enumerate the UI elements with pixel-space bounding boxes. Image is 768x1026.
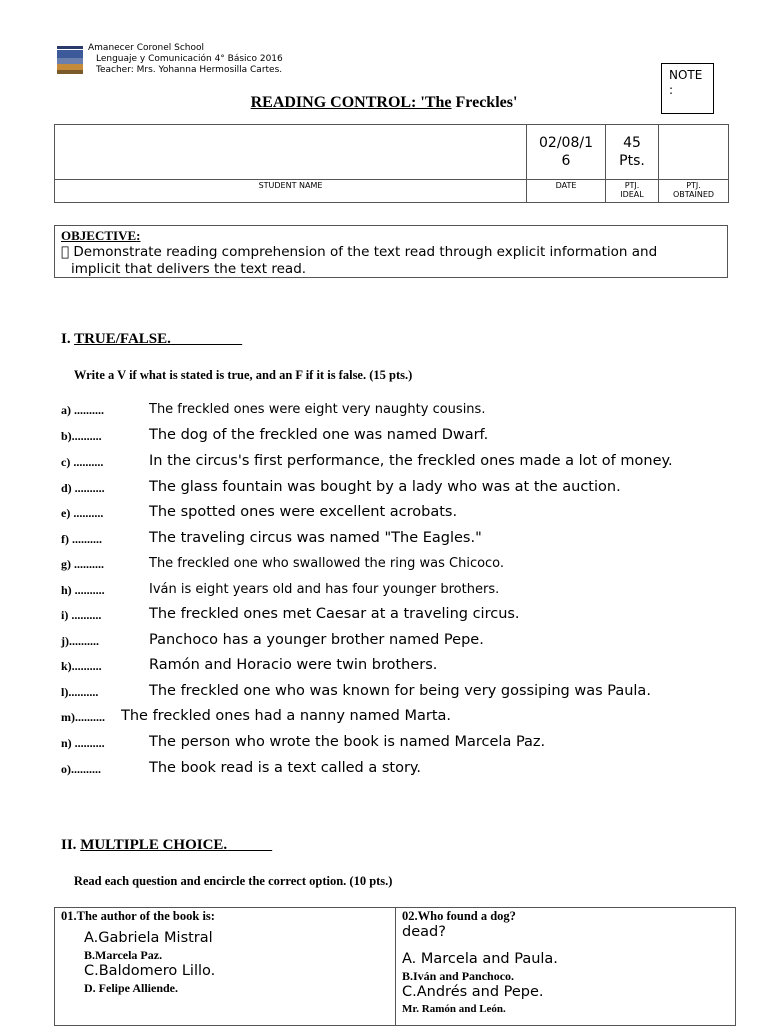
obtained-points-field[interactable]: [659, 125, 729, 180]
title-rest: Freckles': [451, 94, 518, 111]
student-name-field[interactable]: [55, 125, 527, 180]
ideal-points-label: PTJ. IDEAL: [606, 180, 659, 203]
bullet-icon: [61, 368, 71, 382]
true-false-item: [61, 532, 721, 552]
subject-line: Lenguaje y Comunicación 4° Básico 2016: [96, 54, 283, 64]
true-false-item: [61, 634, 721, 654]
note-label: NOTE: [669, 68, 703, 82]
true-false-item: [61, 736, 721, 756]
answer-blank[interactable]: n) ..........: [61, 736, 105, 750]
section-true-false-instruction: Write a V if what is stated is true, and an F if it is false. (15 pts.): [61, 368, 400, 382]
objective-box: [54, 225, 728, 278]
answer-blank[interactable]: o)..........: [61, 762, 101, 776]
statement-text: Iván is eight years old and has four younger brothers.: [149, 582, 500, 597]
answer-blank[interactable]: m)..........: [61, 710, 105, 724]
statement-text: In the circus's first performance, the freckled ones made a lot of money.: [149, 453, 673, 469]
statement-text: The person who wrote the book is named Marcela Paz.: [149, 734, 546, 750]
q1-option-d[interactable]: D. Felipe Alliende.: [84, 981, 178, 995]
q2-option-b[interactable]: B.Iván and Panchoco.: [402, 969, 515, 983]
true-false-item: [61, 685, 721, 705]
date-label: DATE: [527, 180, 606, 203]
answer-blank[interactable]: k)..........: [61, 659, 102, 673]
true-false-item: [61, 403, 721, 423]
true-false-item: [61, 762, 721, 782]
question-2: 02.Who found a dog?: [402, 909, 516, 923]
note-colon: :: [669, 83, 674, 97]
answer-blank[interactable]: c) ..........: [61, 455, 104, 469]
bullet-icon: [61, 874, 71, 888]
student-name-label: STUDENT NAME: [55, 180, 527, 203]
true-false-item: [61, 506, 721, 526]
true-false-item: [61, 710, 721, 730]
statement-text: Ramón and Horacio were twin brothers.: [149, 657, 438, 673]
statement-text: The traveling circus was named "The Eagles.": [149, 530, 482, 546]
statement-text: The glass fountain was bought by a lady who was at the auction.: [149, 479, 621, 495]
question-2-continued: dead?: [402, 924, 446, 940]
q1-option-a[interactable]: A.Gabriela Mistral: [84, 930, 213, 946]
statement-text: The freckled ones were eight very naughty cousins.: [149, 402, 486, 417]
answer-blank[interactable]: e) ..........: [61, 506, 104, 520]
obtained-points-label: PTJ. OBTAINED: [659, 180, 729, 203]
teacher-line: Teacher: Mrs. Yohanna Hermosilla Cartes.: [96, 65, 283, 75]
ideal-points-value: 45 Pts.: [606, 125, 659, 180]
school-logo: [57, 46, 83, 74]
answer-blank[interactable]: g) ..........: [61, 557, 104, 571]
question-1: 01.The author of the book is:: [61, 909, 215, 923]
true-false-item: [61, 608, 721, 628]
title-underlined: READING CONTROL: 'The: [250, 94, 452, 111]
bullet-icon: [61, 244, 69, 260]
student-info-table: [54, 124, 729, 203]
q1-option-c[interactable]: C.Baldomero Lillo.: [84, 963, 216, 979]
section-multiple-choice-heading: II. MULTIPLE CHOICE.: [61, 837, 228, 853]
answer-blank[interactable]: l)..........: [61, 685, 99, 699]
true-false-item: [61, 481, 721, 501]
answer-blank[interactable]: a) ..........: [61, 403, 104, 417]
date-value: 02/08/1 6: [527, 125, 606, 180]
multiple-choice-table: [54, 907, 736, 1026]
answer-blank[interactable]: j)..........: [61, 634, 99, 648]
question-1-cell: [55, 908, 396, 1026]
true-false-item: [61, 659, 721, 679]
objective-heading: OBJECTIVE:: [61, 228, 141, 243]
answer-blank[interactable]: d) ..........: [61, 481, 105, 495]
true-false-item: [61, 557, 721, 577]
statement-text: The freckled ones had a nanny named Marta.: [121, 708, 452, 724]
objective-text: Demonstrate reading comprehension of the text read through explicit information and implicit that delivers the text read.: [61, 244, 645, 277]
school-name: Amanecer Coronel School: [88, 43, 205, 53]
section-multiple-choice-instruction: Read each question and encircle the correct option. (10 pts.): [61, 874, 380, 888]
answer-blank[interactable]: h) ..........: [61, 583, 105, 597]
true-false-item: [61, 429, 721, 449]
true-false-item: [61, 583, 721, 603]
statement-text: The freckled one who was known for being very gossiping was Paula.: [149, 683, 651, 699]
answer-blank[interactable]: i) ..........: [61, 608, 102, 622]
statement-text: The freckled ones met Caesar at a traveling circus.: [149, 606, 520, 622]
statement-text: The dog of the freckled one was named Dwarf.: [149, 427, 489, 443]
statement-text: Panchoco has a younger brother named Pepe.: [149, 632, 484, 648]
page-title: [0, 94, 768, 112]
school-info: [88, 43, 283, 76]
q1-option-b[interactable]: B.Marcela Paz.: [84, 948, 163, 962]
question-2-cell: [396, 908, 736, 1026]
q2-option-a[interactable]: A. Marcela and Paula.: [402, 951, 558, 967]
true-false-item: [61, 455, 721, 475]
answer-blank[interactable]: f) ..........: [61, 532, 102, 546]
q2-option-c[interactable]: C.Andrés and Pepe.: [402, 984, 544, 1000]
statement-text: The book read is a text called a story.: [149, 760, 422, 776]
q2-option-d[interactable]: Mr. Ramón and León.: [402, 1003, 506, 1015]
answer-blank[interactable]: b)..........: [61, 429, 102, 443]
section-true-false-heading: I. TRUE/FALSE.: [61, 331, 171, 347]
statement-text: The freckled one who swallowed the ring was Chicoco.: [149, 556, 505, 571]
statement-text: The spotted ones were excellent acrobats.: [149, 504, 458, 520]
